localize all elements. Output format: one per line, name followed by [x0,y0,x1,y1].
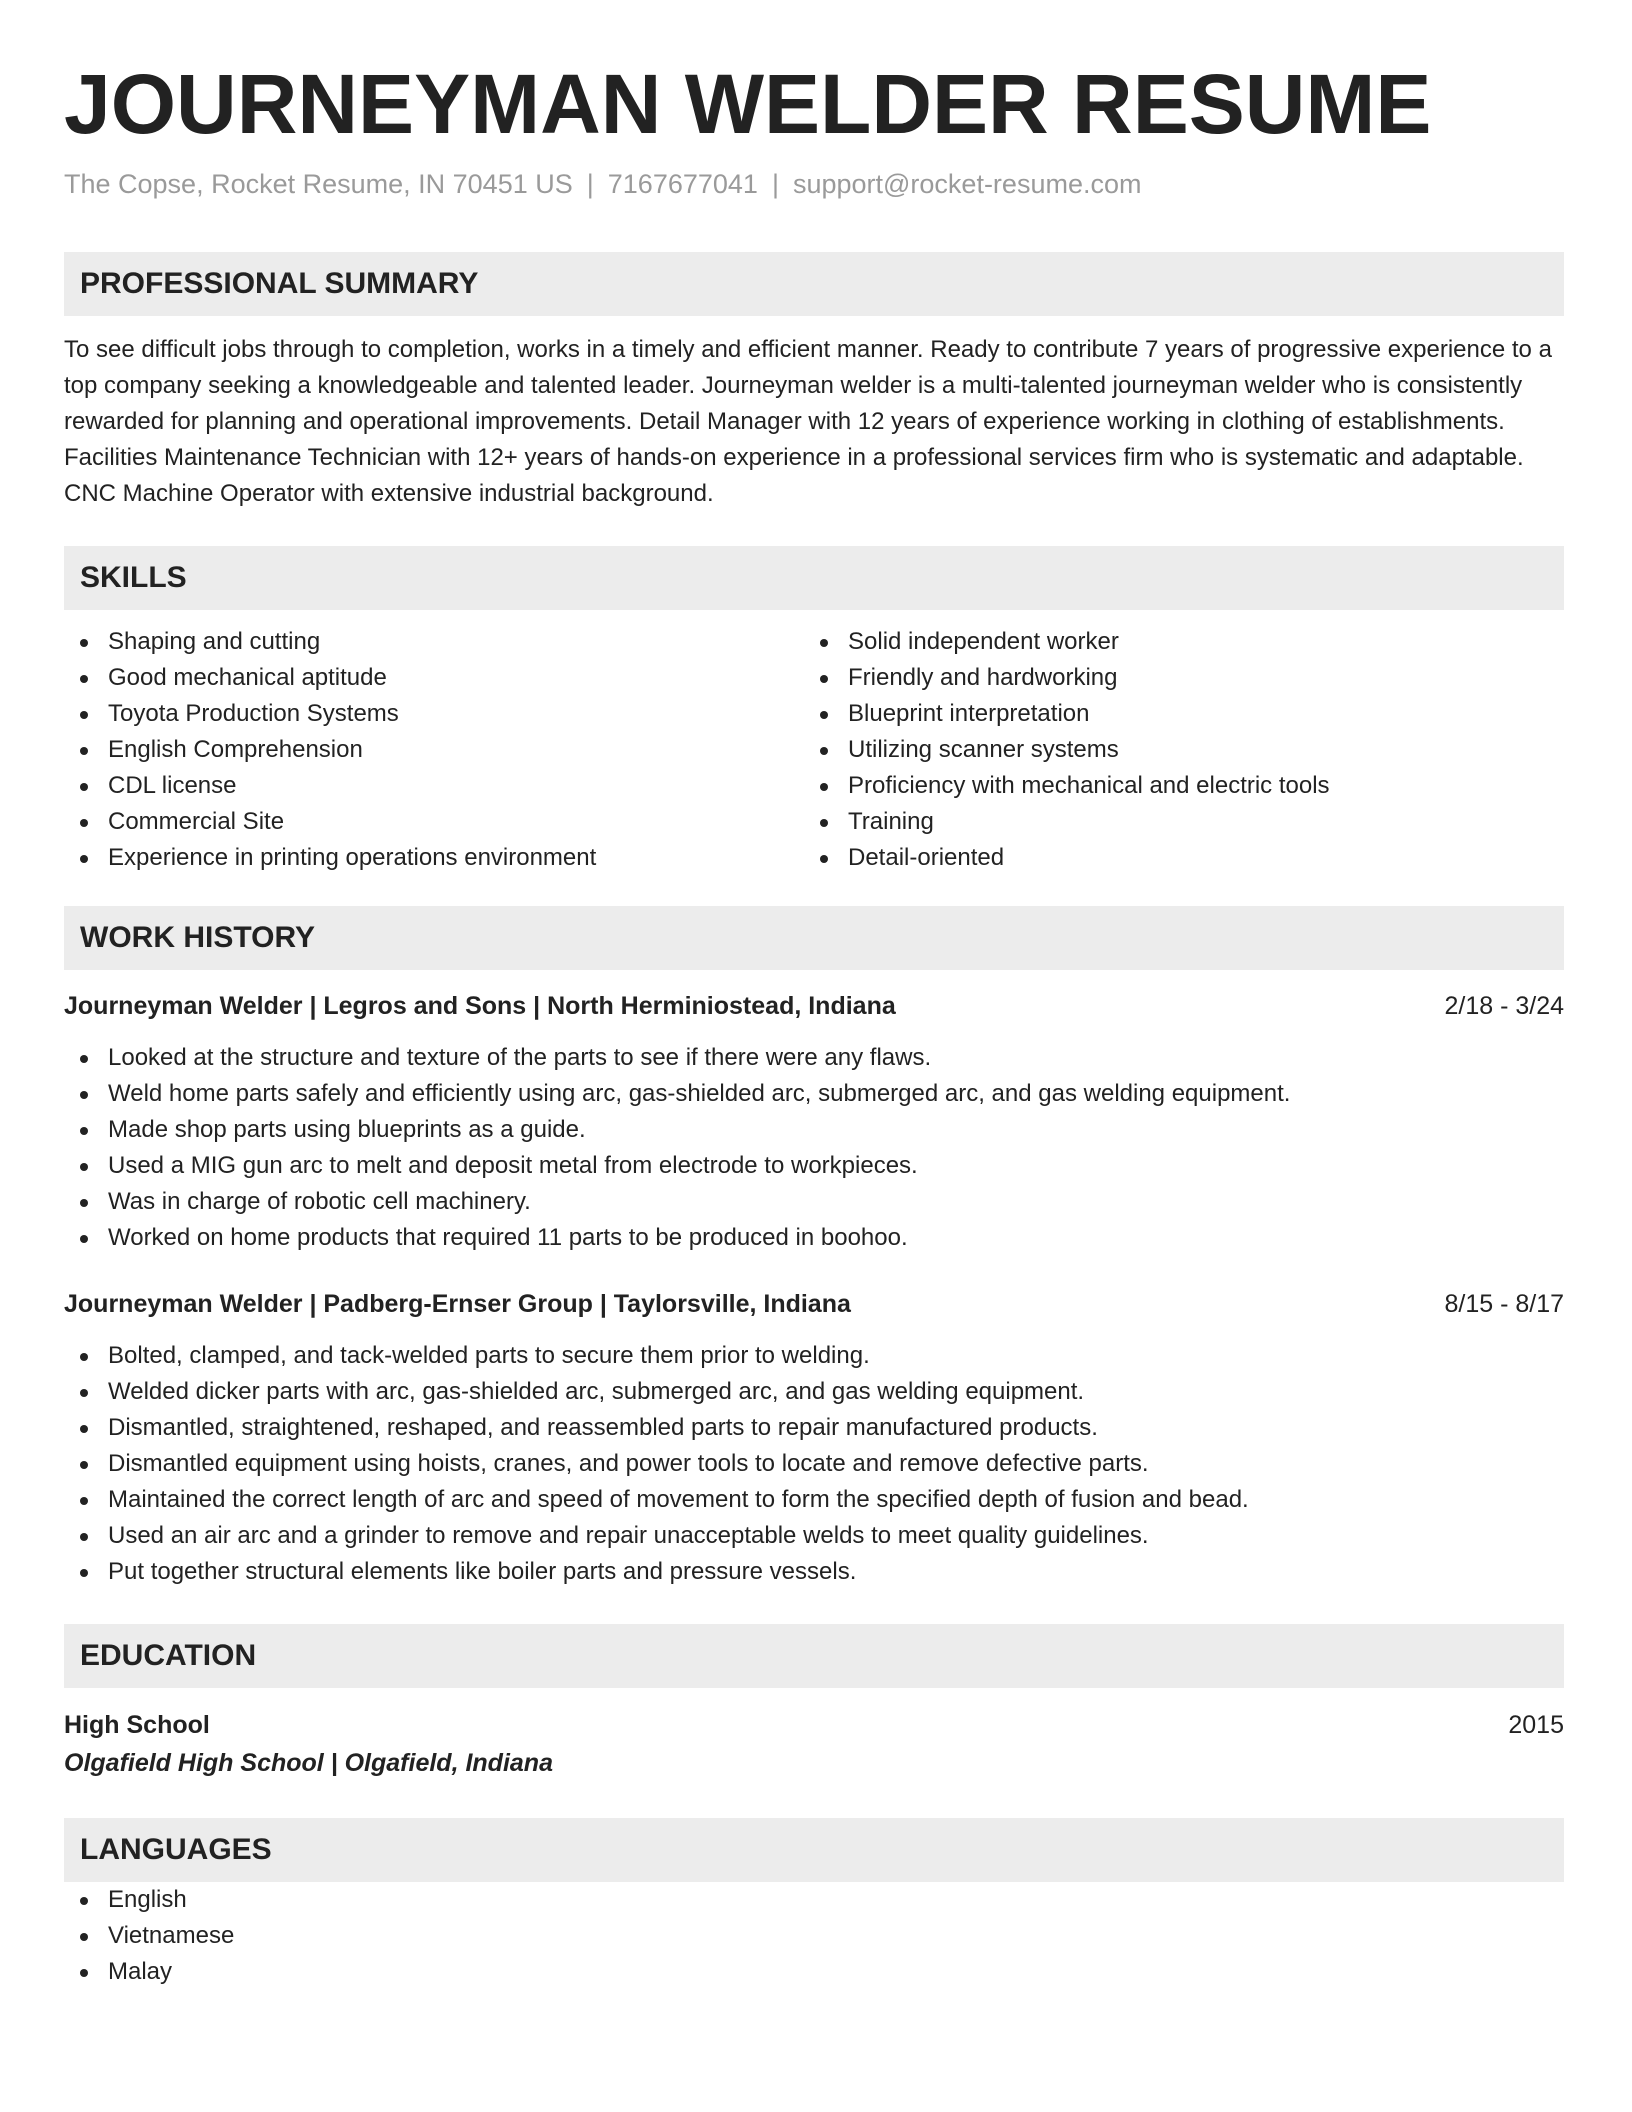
skill-item: CDL license [64,768,804,804]
skills-column-left [64,624,804,876]
job-entry [64,1286,1564,1590]
job-header [64,988,1564,1024]
language-item: Vietnamese [64,1918,1564,1954]
job-bullets [64,1040,1564,1256]
skill-item: Training [804,804,1544,840]
job-bullet: Maintained the correct length of arc and speed of movement to form the specified depth of fusion and bead. [64,1482,1564,1518]
language-item: English [64,1882,1564,1918]
job-title: Journeyman Welder | Legros and Sons | North Herminiostead, Indiana [64,992,896,1020]
skill-item: Friendly and hardworking [804,660,1544,696]
education-degree: High School [64,1711,210,1739]
section-heading-summary: PROFESSIONAL SUMMARY [64,252,1564,316]
section-heading-work-history: WORK HISTORY [64,906,1564,970]
job-bullet: Welded dicker parts with arc, gas-shielded arc, submerged arc, and gas welding equipment. [64,1374,1564,1410]
skill-item: English Comprehension [64,732,804,768]
skills-list [64,624,1564,876]
skill-item: Commercial Site [64,804,804,840]
skills-column-right [804,624,1544,876]
job-bullet: Weld home parts safely and efficiently using arc, gas-shielded arc, submerged arc, and gas welding equipment. [64,1076,1564,1112]
job-bullet: Was in charge of robotic cell machinery. [64,1184,1564,1220]
job-bullet: Looked at the structure and texture of the parts to see if there were any flaws. [64,1040,1564,1076]
summary-text: To see difficult jobs through to completion, works in a timely and efficient manner. Ready to contribute 7 years of progressive experience to a top company seeking a knowledgeable and talented leader. Journeyman welder is a multi-talented journeyman welder who is consistently rewarded for planning and operational improvements. Detail Manager with 12 years of experience working in clothing of establishments. Facilities Maintenance Technician with 12+ years of hands-on experience in a professional services firm who is systematic and adaptable. CNC Machine Operator with extensive industrial background. [64,336,1552,507]
contact-separator: | [586,169,594,199]
languages-list [64,1882,1564,1990]
skill-item: Solid independent worker [804,624,1544,660]
section-heading-languages: LANGUAGES [64,1818,1564,1882]
resume-title: JOURNEYMAN WELDER RESUME [64,57,1432,151]
education-entry [64,1706,1564,1782]
job-bullet: Used a MIG gun arc to melt and deposit metal from electrode to workpieces. [64,1148,1564,1184]
language-item: Malay [64,1954,1564,1990]
contact-email: support@rocket-resume.com [792,169,1142,199]
job-dates: 8/15 - 8/17 [1444,1290,1564,1318]
education-header [64,1706,1564,1744]
job-bullet: Dismantled equipment using hoists, cranes, and power tools to locate and remove defective parts. [64,1446,1564,1482]
skill-item: Toyota Production Systems [64,696,804,732]
contact-phone: 7167677041 [607,169,758,199]
education-year: 2015 [1508,1711,1564,1739]
contact-separator: | [771,169,779,199]
contact-line [64,166,1564,202]
resume-page [64,56,1564,1990]
job-dates: 2/18 - 3/24 [1444,992,1564,1020]
section-heading-skills: SKILLS [64,546,1564,610]
job-bullet: Used an air arc and a grinder to remove and repair unacceptable welds to meet quality guidelines. [64,1518,1564,1554]
job-title: Journeyman Welder | Padberg-Ernser Group | Taylorsville, Indiana [64,1290,851,1318]
skill-item: Proficiency with mechanical and electric tools [804,768,1544,804]
skill-item: Shaping and cutting [64,624,804,660]
education-school: Olgafield High School | Olgafield, Indiana [64,1749,553,1777]
job-bullet: Put together structural elements like boiler parts and pressure vessels. [64,1554,1564,1590]
skill-item: Experience in printing operations environment [64,840,804,876]
section-heading-education: EDUCATION [64,1624,1564,1688]
job-bullet: Bolted, clamped, and tack-welded parts to secure them prior to welding. [64,1338,1564,1374]
contact-address: The Copse, Rocket Resume, IN 70451 US [64,169,573,199]
skill-item: Good mechanical aptitude [64,660,804,696]
job-bullet: Made shop parts using blueprints as a guide. [64,1112,1564,1148]
job-entry [64,988,1564,1256]
skill-item: Utilizing scanner systems [804,732,1544,768]
skill-item: Blueprint interpretation [804,696,1544,732]
job-bullet: Dismantled, straightened, reshaped, and reassembled parts to repair manufactured products. [64,1410,1564,1446]
job-bullet: Worked on home products that required 11 parts to be produced in boohoo. [64,1220,1564,1256]
skill-item: Detail-oriented [804,840,1544,876]
job-bullets [64,1338,1564,1590]
job-header [64,1286,1564,1322]
